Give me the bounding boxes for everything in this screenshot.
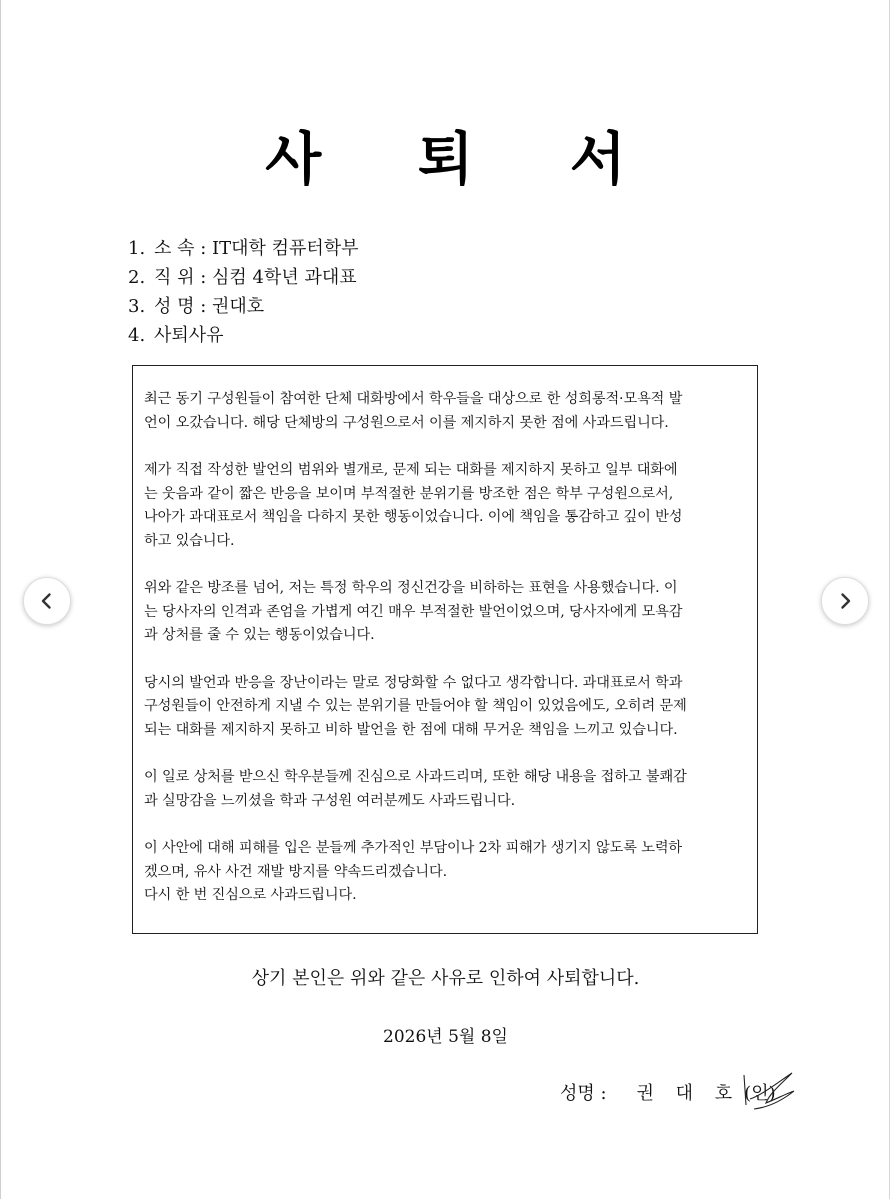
paragraph-line: 제가 직접 작성한 발언의 범위와 별개로, 문제 되는 대화를 제지하지 못하고 일부 대화에 [144,462,678,478]
chevron-left-icon [38,592,56,610]
item-number: 3. [128,296,146,317]
paragraph-line: 는 웃음과 같이 짧은 반응을 보이며 부적절한 분위기를 방조한 점은 학부 구성원으로서, [144,485,674,502]
signature-label: 성명 : [560,1083,607,1104]
item-text: 직 위 : 심컴 4학년 과대표 [154,267,357,288]
reason-paragraph [144,388,747,435]
item-number: 2. [128,267,146,288]
reason-paragraph [144,577,747,648]
paragraph-line: 과 실망감을 느끼셨을 학과 구성원 여러분께도 사과드립니다. [144,792,515,809]
closing-statement: 상기 본인은 위와 같은 사유로 인하여 사퇴합니다. [251,968,640,989]
item-number: 1. [128,238,146,259]
signature-name: 권 대 호 [636,1083,741,1104]
info-item-affiliation [128,234,359,263]
paragraph-line: 당시의 발언과 반응을 장난이라는 말로 정당화할 수 없다고 생각합니다. 과대표로서 학과 [144,674,683,691]
paragraph-line: 최근 동기 구성원들이 참여한 단체 대화방에서 학우들을 대상으로 한 성희롱적·모욕적 발 [144,391,683,407]
item-number: 4. [128,325,146,346]
paragraph-line: 나아가 과대표로서 책임을 다하지 못한 행동이었습니다. 이에 책임을 통감하고 깊이 반성 [144,509,683,525]
reason-paragraph [144,672,747,743]
paragraph-line: 하고 있습니다. [144,532,235,549]
paragraph-line: 는 당사자의 인격과 존엄을 가볍게 여긴 매우 부적절한 발언이었으며, 당사자에게 모욕감 [144,603,683,620]
carousel-prev-button[interactable] [23,577,71,625]
reason-paragraph [144,837,747,908]
paragraph-line: 이 일로 상처를 받으신 학우분들께 진심으로 사과드리며, 또한 해당 내용을 접하고 불쾌감 [144,769,687,785]
item-text: 성 명 : 권대호 [154,296,265,317]
paragraph-line: 겠으며, 유사 사건 재발 방지를 약속드리겠습니다. [144,863,447,880]
reason-box [132,365,758,934]
seal-text: (인) [744,1083,776,1104]
signature-line [560,1079,776,1105]
document-title: 사 퇴 서 [265,125,664,193]
carousel-next-button[interactable] [821,577,869,625]
item-text: 소 속 : IT대학 컴퓨터학부 [154,238,359,259]
info-item-name [128,292,359,321]
signature-scribble-icon [736,1069,800,1113]
item-text: 사퇴사유 [154,325,224,346]
paragraph-line: 언이 오갔습니다. 해당 단체방의 구성원으로서 이를 제지하지 못한 점에 사과드립니다. [144,414,669,431]
info-item-reason [128,321,359,350]
info-list [128,234,359,350]
chevron-right-icon [836,592,854,610]
paragraph-line: 구성원들이 안전하게 지낼 수 있는 분위기를 만들어야 할 책임이 있었음에도, 오히려 문제 [144,698,687,714]
paragraph-line: 다시 한 번 진심으로 사과드립니다. [144,887,357,903]
reason-paragraph [144,766,747,813]
document-date: 2026년 5월 8일 [383,1027,508,1047]
paragraph-line: 과 상처를 줄 수 있는 행동이었습니다. [144,627,375,643]
reason-paragraph [144,459,747,553]
paragraph-line: 되는 대화를 제지하지 못하고 비하 발언을 한 점에 대해 무거운 책임을 느끼고 있습니다. [144,721,678,738]
info-item-position [128,263,359,292]
paragraph-line: 위와 같은 방조를 넘어, 저는 특정 학우의 정신건강을 비하하는 표현을 사용했습니다. 이 [144,580,678,596]
seal-mark [744,1079,775,1105]
paragraph-line: 이 사안에 대해 피해를 입은 분들께 추가적인 부담이나 2차 피해가 생기지 않도록 노력하 [144,840,683,856]
